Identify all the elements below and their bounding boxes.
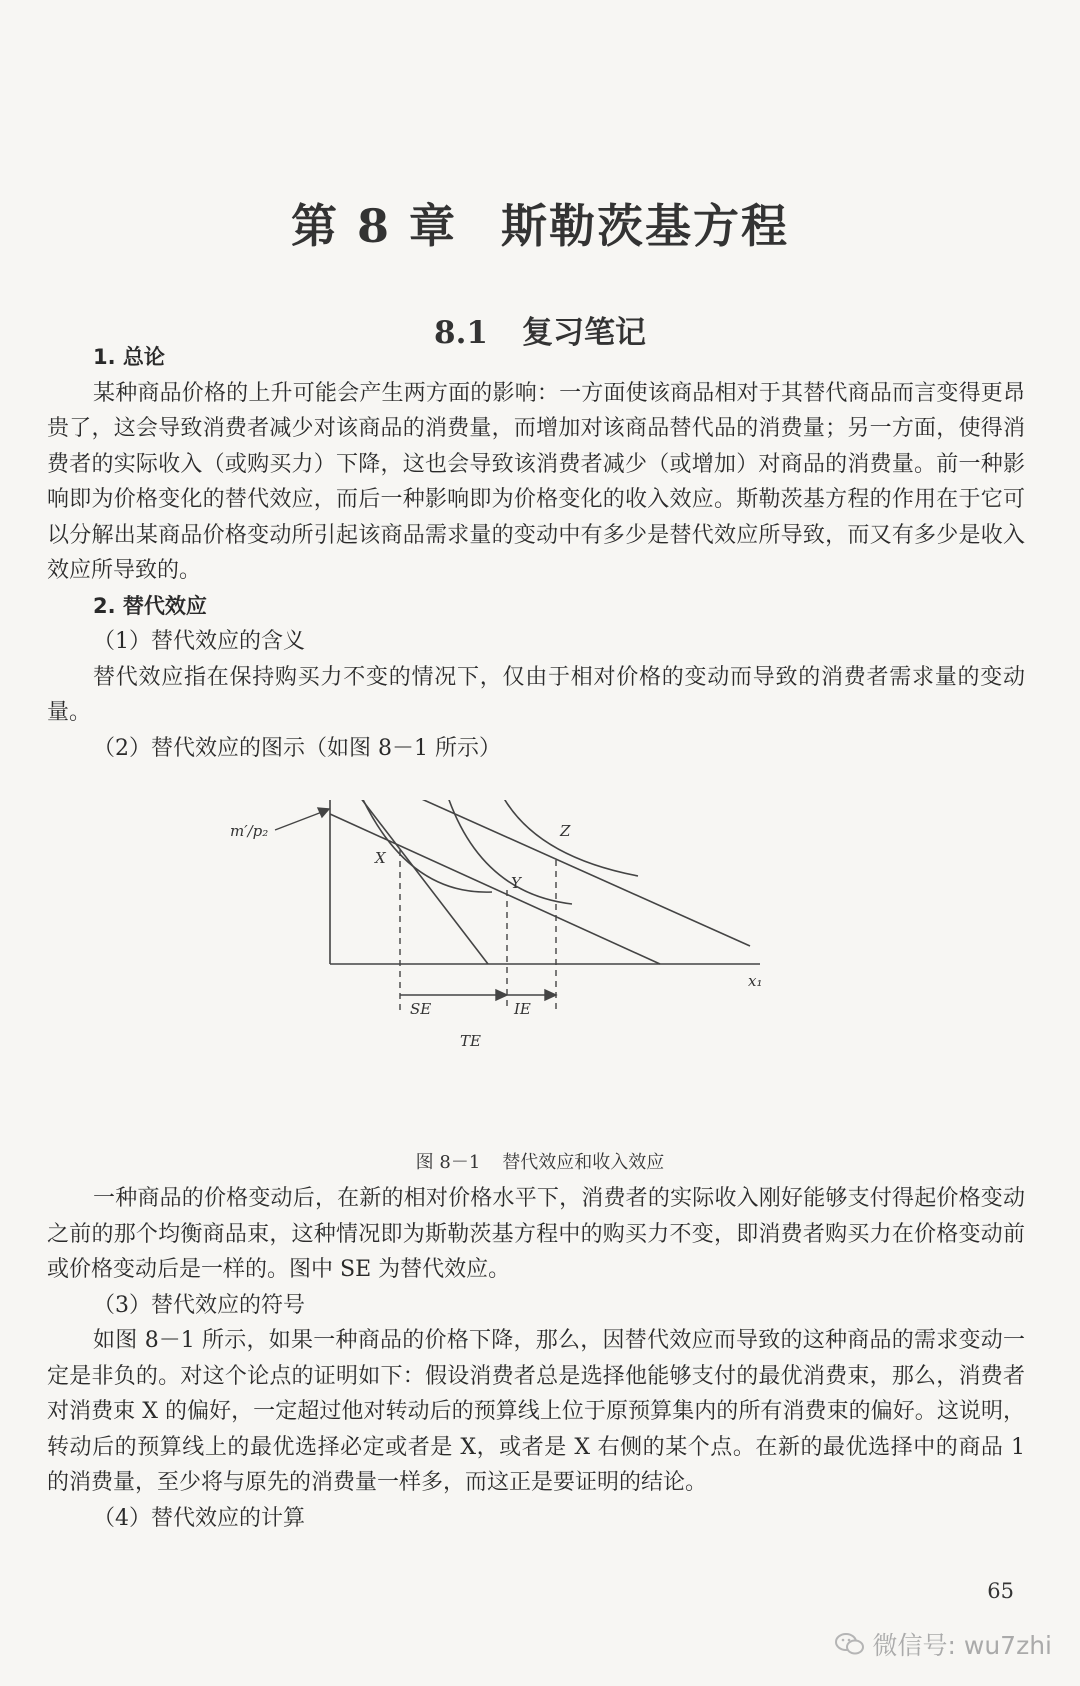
chapter-title	[0, 190, 1080, 256]
slutsky-diagram	[230, 800, 830, 1140]
paragraph-overview: 某种商品价格的上升可能会产生两方面的影响：一方面使该商品相对于其替代商品而言变得更昂贵了，这会导致消费者减少对该商品的消费量，而增加对该商品替代品的消费量；另一方面，使得消费者的实际收入（或购买力）下降，这也会导致该消费者减少（或增加）对商品的消费量。前一种影响即为价格变化的替代效应，而后一种影响即为价格变化的收入效应。斯勒茨基方程的作用在于它可以分解出某商品价格变动所引起该商品需求量的变动中有多少是替代效应所导致，而又有多少是收入效应所导致的。	[47, 380, 1025, 583]
chapter-name: 斯勒茨基方程	[501, 199, 790, 253]
paragraph-sign-proof: 如图 8－1 所示，如果一种商品的价格下降，那么，因替代效应而导致的这种商品的需求变动一定是非负的。对这个论点的证明如下：假设消费者总是选择他能够支付的最优消费束，那么，消费者对消费束 X 的偏好，一定超过他对转动后的预算线上位于原预算集内的所有消费束的偏好。这说明，转动后的预算线上的最优选择必定或者是 X，或者是 X 右侧的某个点。在新的最优选择中的商品 1 的消费量，至少将与原先的消费量一样多，而这正是要证明的结论。	[47, 1328, 1025, 1495]
point-z-label: Z	[560, 822, 571, 840]
figure-caption-text: 替代效应和收入效应	[502, 1152, 665, 1173]
figure-caption-number: 图 8－1	[415, 1152, 481, 1173]
ie-arrowhead	[545, 990, 556, 1000]
subheading-meaning: （1）替代效应的含义	[93, 629, 305, 654]
wechat-id: 微信号: wu7zhi	[872, 1631, 1052, 1660]
te-label: TE	[460, 1032, 481, 1050]
intercept-arrow-2	[275, 812, 322, 830]
paragraph-meaning: 替代效应指在保持购买力不变的情况下，仅由于相对价格的变动而导致的消费者需求量的变动量。	[47, 664, 1025, 725]
section-name: 复习笔记	[521, 315, 646, 351]
section-number: 8.1	[434, 315, 488, 351]
text-block-bottom	[47, 1181, 1025, 1536]
subheading-calculation: （4）替代效应的计算	[93, 1505, 305, 1531]
budget-line-original	[330, 800, 750, 946]
text-block-top	[47, 340, 1025, 766]
se-arrowhead	[496, 990, 507, 1000]
figure-caption	[0, 1148, 1080, 1174]
ie-label: IE	[514, 1000, 531, 1018]
point-x-label: X	[375, 849, 386, 867]
se-label: SE	[410, 1000, 432, 1018]
wechat-icon	[835, 1632, 865, 1656]
heading-substitution-effect: 2. 替代效应	[93, 593, 207, 618]
heading-overview: 1. 总论	[93, 345, 165, 369]
paragraph-constant-purchasing-power: 一种商品的价格变动后，在新的相对价格水平下，消费者的实际收入刚好能够支付得起价格变动之前的那个均衡商品束，这种情况即为斯勒茨基方程中的购买力不变，即消费者购买力在价格变动前或价格变动后是一样的。图中 SE 为替代效应。	[47, 1186, 1025, 1282]
wechat-watermark	[835, 1626, 1052, 1662]
point-y-label: Y	[511, 874, 521, 892]
intercept-arrowhead-2	[318, 808, 329, 817]
figure-substitution-income	[230, 800, 830, 1140]
intercept-label-2: m′/p₂	[230, 822, 269, 840]
chapter-number: 第 8 章	[290, 199, 458, 253]
page-number: 65	[987, 1579, 1014, 1603]
subheading-diagram: （2）替代效应的图示（如图 8－1 所示）	[93, 735, 501, 761]
budget-line-pivoted	[330, 814, 660, 964]
subheading-sign: （3）替代效应的符号	[93, 1292, 305, 1318]
x-axis-label: x₁	[748, 972, 763, 990]
